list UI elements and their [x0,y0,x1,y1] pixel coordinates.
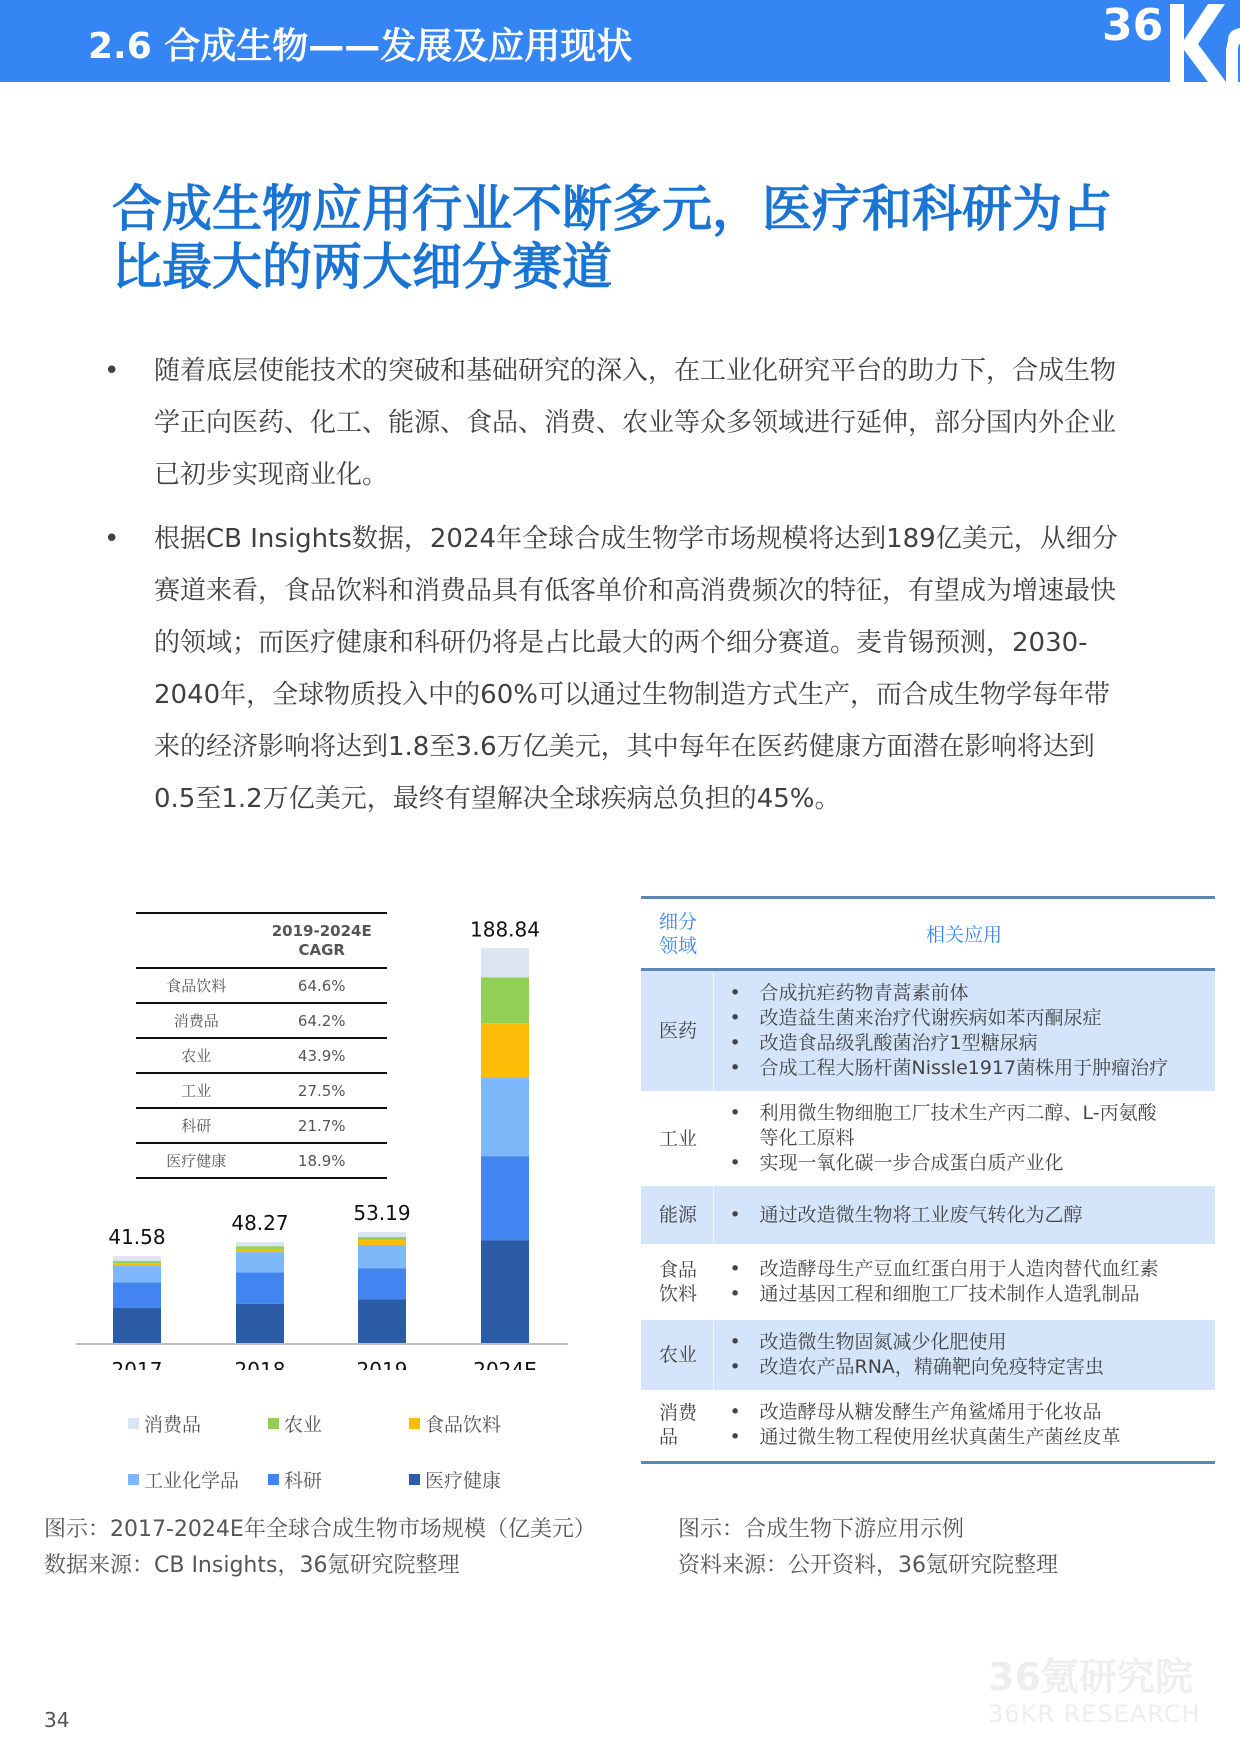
legend-swatch [409,1474,420,1485]
bullet-dot-icon: • [729,1426,741,1449]
cagr-value: 43.9% [256,1038,387,1073]
app-field [641,970,713,1092]
bar-segment [481,948,529,977]
app-item-text: 利用微生物细胞工厂技术生产丙二醇、L-丙氨酸 [759,1102,1157,1124]
cagr-row [136,1073,387,1108]
app-list [713,1320,1215,1390]
bullet-dot-icon: • [729,1152,741,1174]
header-field [641,898,713,970]
bar-segment [113,1282,161,1307]
app-field [641,1390,713,1462]
x-tick-label: 2024E [473,1358,537,1370]
app-item [730,1031,1216,1056]
bar-segment [236,1249,284,1252]
app-item-text: 改造益生菌来治疗代谢疾病如苯丙酮尿症 [759,1007,1102,1029]
header-field-line: 细分 [659,910,698,933]
legend-swatch [128,1418,139,1429]
app-table-row [641,970,1215,1092]
app-item-text: 通过改造微生物将工业废气转化为乙醇 [759,1203,1083,1226]
app-item-text: 通过基因工程和细胞工厂技术制作人造乳制品 [759,1283,1140,1305]
legend-label: 科研 [284,1470,323,1492]
header-apps: 相关应用 [713,898,1215,970]
bar-segment [481,1023,529,1077]
bar-segment [113,1261,161,1263]
legend-swatch [268,1474,279,1485]
bullet-dot-icon: • [729,1203,741,1226]
bar-segment [481,1240,529,1343]
cagr-category: 工业 [136,1073,256,1108]
cagr-table [136,912,387,1179]
x-tick-label: 2019 [356,1358,408,1370]
app-item [730,1282,1216,1307]
app-field-line: 能源 [659,1204,698,1226]
bar-segment [358,1232,406,1237]
cagr-row [136,968,387,1003]
bar-segment [481,977,529,1023]
app-item [730,1101,1216,1126]
bullet-dot-icon: • [729,1356,741,1378]
cagr-category: 食品饮料 [136,968,256,1003]
app-field-line: 饮料 [659,1283,698,1305]
bar-segment [236,1304,284,1343]
chart-source: 数据来源：CB Insights，36氪研究院整理 [44,1553,460,1578]
cagr-header [256,913,387,968]
bar-total-label: 53.19 [353,1200,411,1225]
app-list [713,1186,1215,1244]
cagr-value: 27.5% [256,1073,387,1108]
cagr-row [136,1038,387,1073]
legend-label: 医疗健康 [425,1470,502,1492]
app-item-text: 实现一氧化碳一步合成蛋白质产业化 [759,1152,1064,1174]
x-tick-label: 2018 [234,1358,286,1370]
app-item [730,1400,1216,1425]
app-item-text: 改造酵母生产豆血红蛋白用于人造肉替代血红素 [759,1258,1159,1280]
legend-label: 消费品 [144,1414,202,1436]
app-item [730,1355,1216,1380]
app-list [713,1091,1215,1186]
app-field [641,1320,713,1390]
bullet-item [104,513,1134,825]
section-title: 2.6 合成生物——发展及应用现状 [88,26,633,67]
app-item-text: 改造食品级乳酸菌治疗1型糖尿病 [759,1032,1038,1054]
legend-label: 工业化学品 [144,1470,240,1492]
bar-segment [113,1308,161,1343]
app-item [730,1151,1216,1176]
app-item [730,981,1216,1006]
x-tick-label: 2017 [111,1358,163,1370]
bar-segment [358,1240,406,1245]
app-field-line: 工业 [659,1127,698,1150]
table-caption: 图示：合成生物下游应用示例 [678,1517,965,1542]
bullet-dot-icon: • [729,1102,741,1124]
legend-label: 食品饮料 [425,1414,502,1436]
application-table [641,896,1215,1464]
cagr-header-blank [136,913,256,968]
app-item-text: 改造酵母从糖发酵生产角鲨烯用于化妆品 [759,1401,1102,1424]
bullet-dot-icon: • [729,1057,741,1079]
app-item [730,1257,1216,1282]
legend-label: 农业 [284,1414,323,1436]
app-list [713,1244,1215,1320]
bullet-text: 根据CB Insights数据，2024年全球合成生物学市场规模将达到189亿美元，从细分赛道来看，食品饮料和消费品具有低客单价和高消费频次的特征，有望成为增速最快的领域；而医疗健康和科研仍将是占比最大的两个细分赛道。麦肯锡预测，2030-2040年，全球物质投入中的60%可以通过生物制造方式生产，而合成生物学每年带来的经济影响将达到1.8至3.6万亿美元，其中每年在医药健康方面潜在影响将达到0.5至1.2万亿美元，最终有望解决全球疾病总负担的45%。 [154,524,1118,814]
app-field [641,1091,713,1186]
app-list [713,970,1215,1092]
legend-swatch [268,1418,279,1429]
cagr-header-line1: 2019-2024E [271,921,372,940]
cagr-row [136,1108,387,1143]
36kr-logo [1080,0,1240,82]
watermark-en: 36KR RESEARCH [988,1700,1201,1728]
bar-segment [113,1263,161,1265]
header-bar [0,0,1240,82]
bar-segment [481,1077,529,1156]
bar-segment [236,1272,284,1303]
bar-total-label: 48.27 [231,1211,289,1236]
cagr-row [136,1143,387,1178]
bullet-dot-icon: • [729,982,741,1004]
app-field [641,1186,713,1244]
cagr-row [136,1003,387,1038]
bullet-dot-icon: • [729,1283,741,1305]
app-item-text: 合成抗疟药物青蒿素前体 [759,982,969,1004]
bar-total-label: 41.58 [108,1225,166,1250]
bar-segment [236,1246,284,1249]
bar-segment [236,1242,284,1246]
app-item [730,1056,1216,1081]
cagr-category: 医疗健康 [136,1143,256,1178]
bar-segment [358,1300,406,1343]
bullet-dot-icon: • [104,524,120,554]
cagr-category: 农业 [136,1038,256,1073]
cagr-value: 18.9% [256,1143,387,1178]
app-table-header [641,898,1215,970]
app-field-line: 消费 [659,1402,698,1425]
watermark [988,1655,1201,1729]
app-item-text: 合成工程大肠杆菌Nissle1917菌株用于肿瘤治疗 [759,1057,1169,1079]
legend-swatch [409,1418,420,1429]
app-field-line: 农业 [659,1344,698,1366]
watermark-cn: 36氪研究院 [988,1655,1193,1699]
app-table-row [641,1091,1215,1186]
app-item-text: 改造微生物固氮减少化肥使用 [759,1331,1007,1353]
app-item-text: 等化工原料 [759,1127,855,1149]
app-item [730,1330,1216,1355]
bullet-dot-icon: • [104,356,120,386]
cagr-value: 21.7% [256,1108,387,1143]
svg-text:36: 36 [1102,0,1164,51]
cagr-category: 消费品 [136,1003,256,1038]
bullet-text: 随着底层使能技术的突破和基础研究的深入，在工业化研究平台的助力下，合成生物学正向医药、化工、能源、食品、消费、农业等众多领域进行延伸，部分国内外企业已初步实现商业化。 [154,356,1117,490]
app-item [730,1006,1216,1031]
app-table-row [641,1390,1215,1462]
cagr-value: 64.6% [256,968,387,1003]
app-item [730,1126,1216,1151]
app-item-text: 通过微生物工程使用丝状真菌生产菌丝皮革 [759,1426,1121,1449]
legend-item-consumer [128,1410,201,1437]
cagr-header-row [136,913,387,968]
main-title: 合成生物应用行业不断多元，医疗和科研为占比最大的两大细分赛道 [112,180,1112,296]
bullet-dot-icon: • [729,1032,741,1054]
bar-total-label: 188.84 [470,917,540,942]
app-item [730,1203,1216,1228]
app-table-row [641,1320,1215,1390]
bullet-dot-icon: • [729,1007,741,1029]
app-item [730,1425,1216,1450]
bar-segment [358,1237,406,1240]
bar-segment [113,1256,161,1261]
legend-swatch [128,1474,139,1485]
page-number: 34 [44,1708,70,1732]
bullet-dot-icon: • [729,1401,741,1424]
legend-item-healthcare [409,1466,501,1493]
bullet-item [104,345,1134,501]
app-table-row [641,1244,1215,1320]
app-item-text: 改造农产品RNA，精确靶向免疫特定害虫 [759,1356,1104,1378]
header-field-line: 领域 [659,934,698,957]
legend-item-agriculture [268,1410,322,1437]
bullet-dot-icon: • [729,1331,741,1353]
app-field-line: 品 [659,1426,679,1449]
legend-item-industrial [128,1466,239,1493]
legend-item-food [409,1410,501,1437]
cagr-header-line2: CAGR [298,940,345,959]
cagr-category: 科研 [136,1108,256,1143]
table-source: 资料来源：公开资料，36氪研究院整理 [678,1553,1058,1578]
legend-item-research [268,1466,322,1493]
app-field [641,1244,713,1320]
bullet-dot-icon: • [729,1258,741,1280]
bar-segment [113,1265,161,1282]
chart-caption: 图示：2017-2024E年全球合成生物市场规模（亿美元） [44,1517,596,1542]
bar-segment [358,1268,406,1299]
app-field-line: 食品 [659,1259,698,1281]
app-list [713,1390,1215,1462]
bullet-list [104,345,1134,837]
cagr-value: 64.2% [256,1003,387,1038]
app-field-line: 医药 [659,1020,698,1042]
app-table-row [641,1186,1215,1244]
bar-segment [481,1156,529,1240]
bar-segment [358,1245,406,1268]
bar-segment [236,1252,284,1272]
